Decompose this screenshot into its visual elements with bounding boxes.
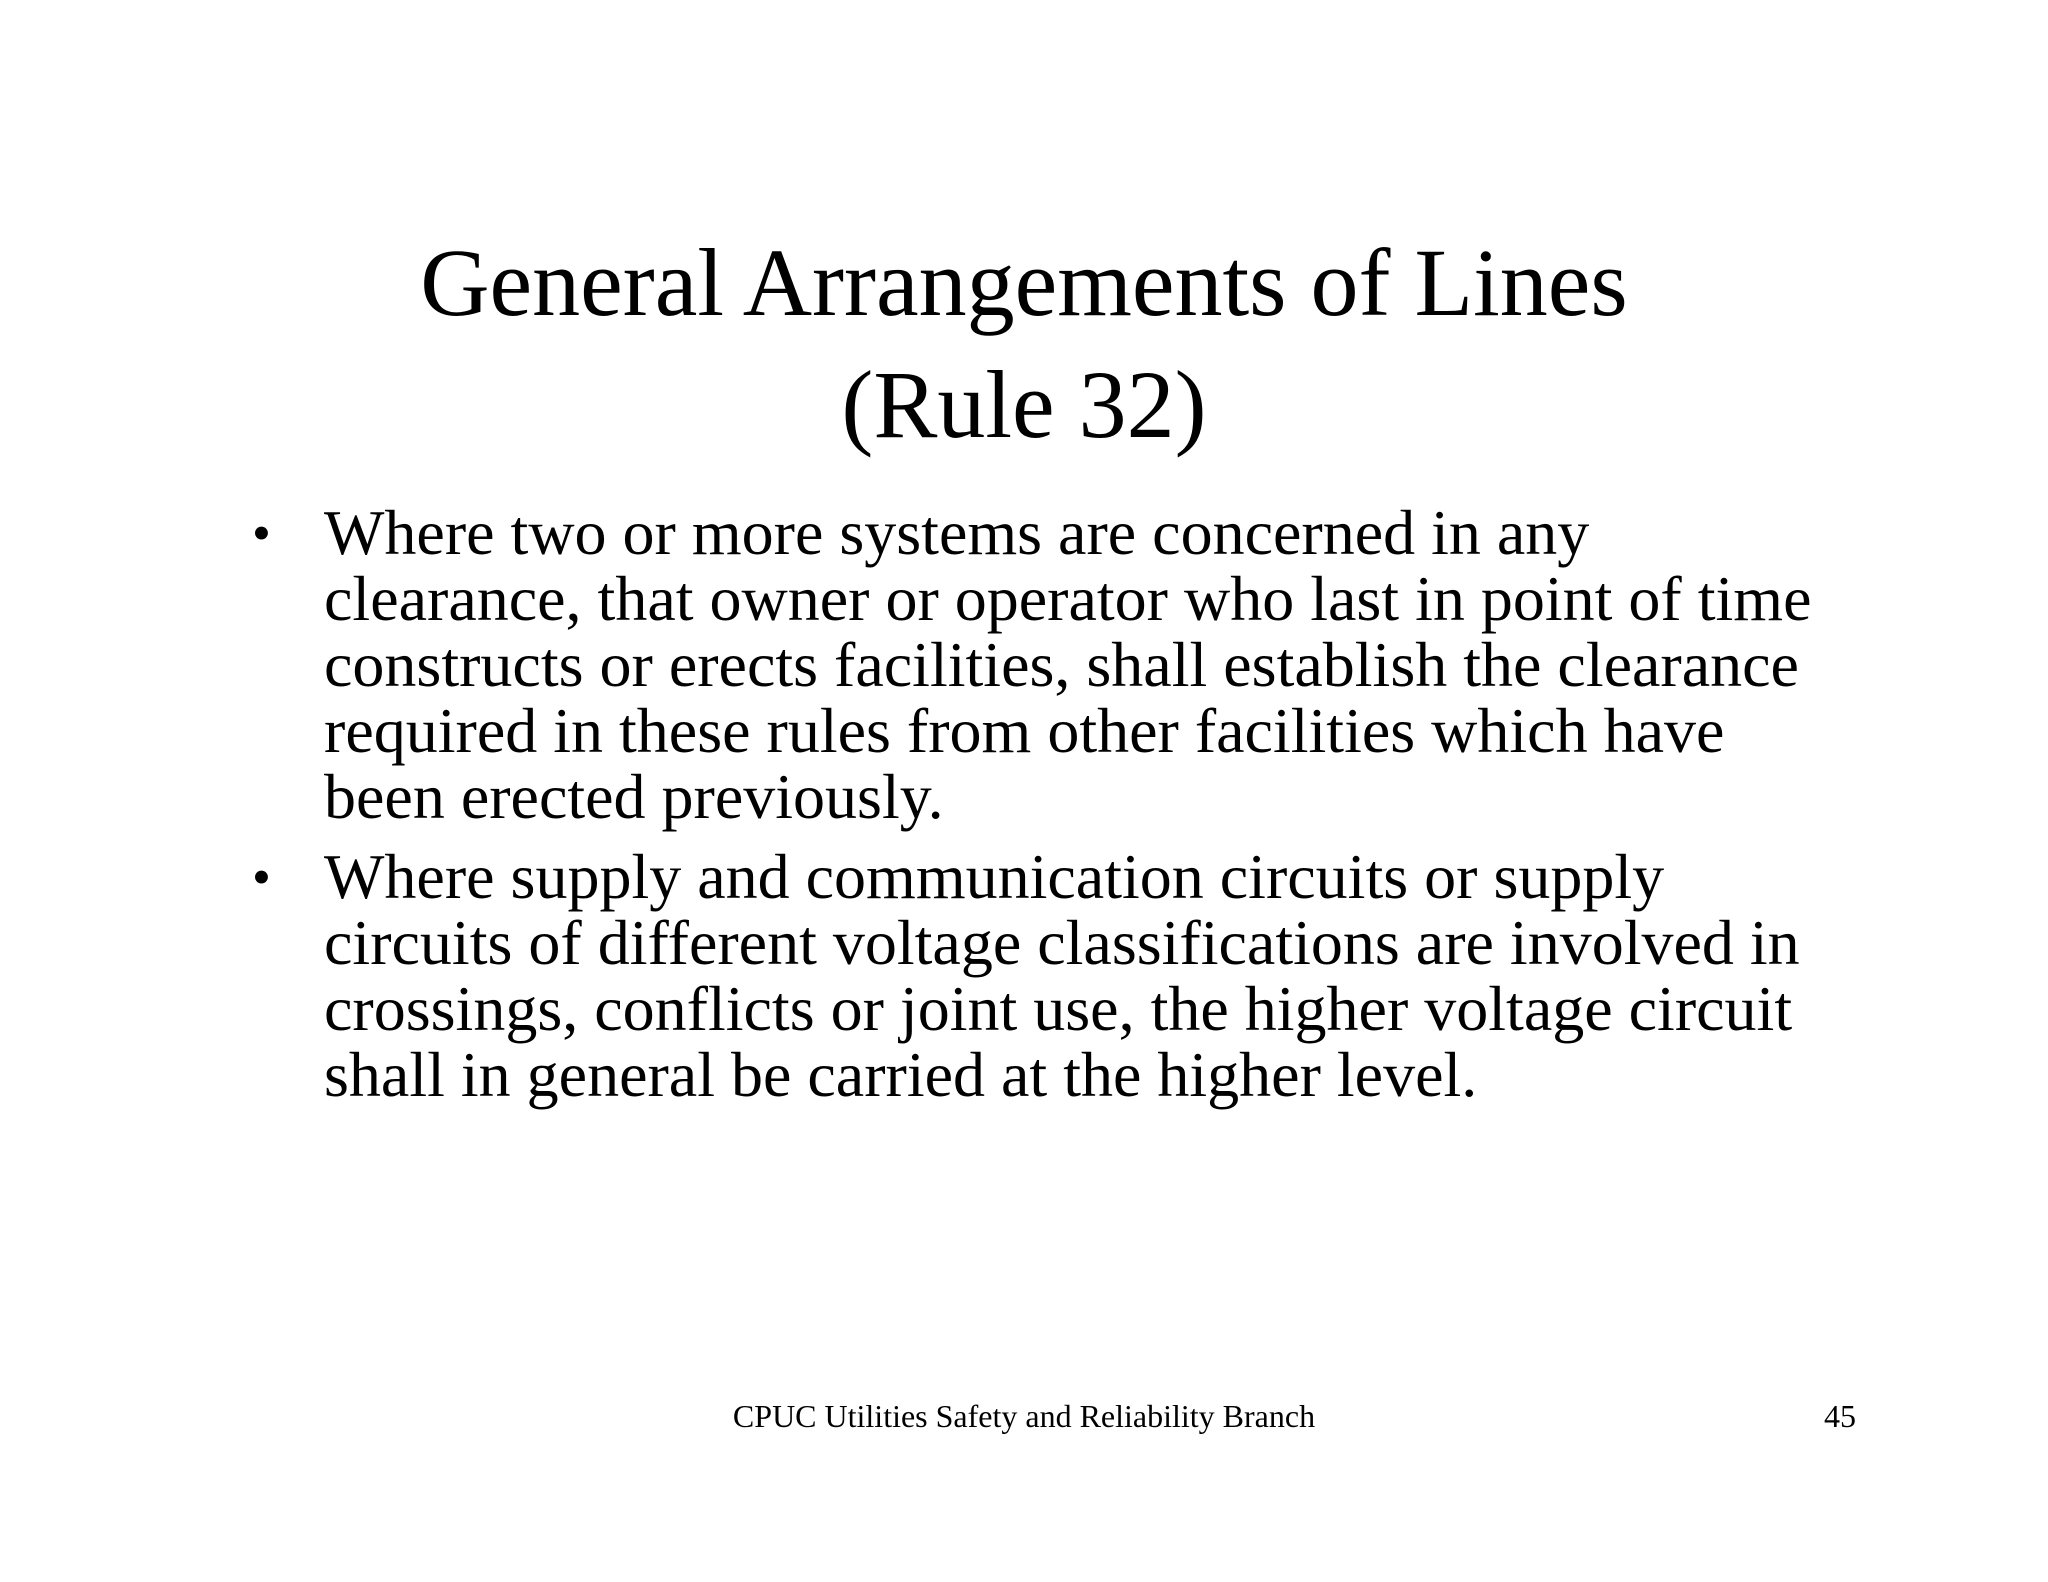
bullet-icon: • — [252, 847, 271, 907]
slide-footer: CPUC Utilities Safety and Reliability Branch — [732, 1398, 1316, 1434]
bullet-icon: • — [252, 503, 271, 563]
bullet-item — [252, 841, 1852, 1110]
bullet-text: Where two or more systems are concerned in any clearance, that owner or operator who last in point of time constructs or erects facilities, shall establish the clearance required in these rules from other facilities which have been erected previously. — [324, 497, 1812, 832]
bullet-item — [252, 497, 1852, 832]
page-number: 45 — [1824, 1398, 1856, 1434]
slide-title-line-1: General Arrangements of Lines — [420, 229, 1628, 336]
slide-title — [0, 222, 2048, 466]
bullet-list — [252, 497, 1852, 1122]
bullet-text: Where supply and communication circuits or supply circuits of different voltage classifications are involved in crossings, conflicts or joint use, the higher voltage circuit shall in general be carried at the higher level. — [324, 841, 1800, 1110]
slide-title-line-2: (Rule 32) — [841, 351, 1207, 458]
